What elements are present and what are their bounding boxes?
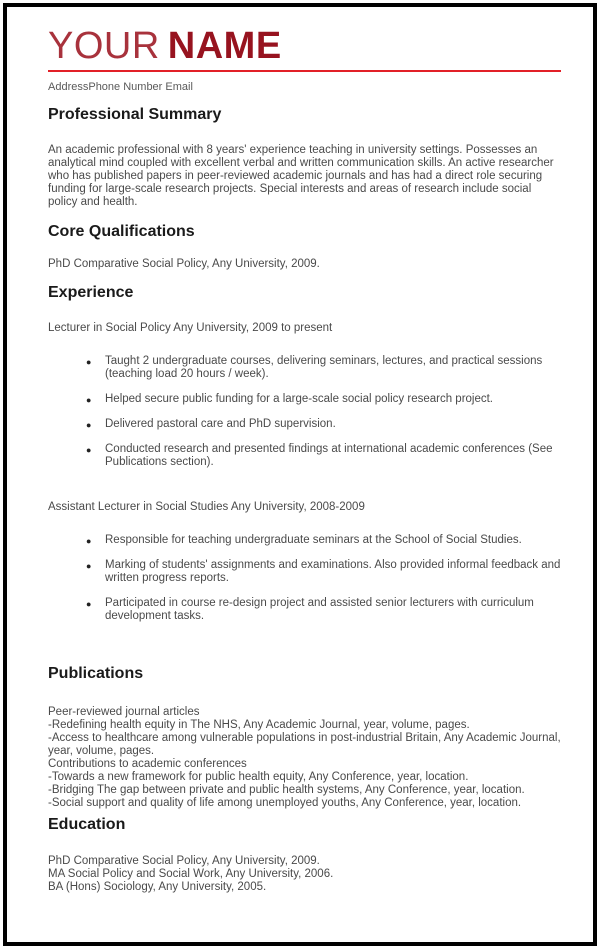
job-bullet: ● Conducted research and presented findings at international academic conferences (See Publications section). <box>86 443 561 469</box>
section-heading-professional-summary: Professional Summary <box>48 106 222 123</box>
name-last: NAME <box>167 25 282 67</box>
publication-line: -Access to healthcare among vulnerable populations in post-industrial Britain, Any Academic Journal, year, volume, pages. <box>48 732 561 757</box>
education-item: PhD Comparative Social Policy, Any University, 2009. <box>48 855 320 867</box>
publications-list <box>48 706 561 810</box>
job-bullet: ● Marking of students' assignments and examinations. Also provided informal feedback and written progress reports. <box>86 559 561 585</box>
education-item: BA (Hons) Sociology, Any University, 2005. <box>48 881 267 893</box>
section-heading-publications: Publications <box>48 665 144 682</box>
cv-document <box>7 7 593 942</box>
core-qualification-item: PhD Comparative Social Policy, Any University, 2009. <box>48 258 320 270</box>
publication-line: -Towards a new framework for public health equity, Any Conference, year, location. <box>48 771 469 783</box>
job-bullet-list <box>48 534 561 623</box>
professional-summary-text: An academic professional with 8 years' experience teaching in university settings. Possesses an analytical mind coupled with excellent verbal and written communication skills. An active researcher who has published papers in peer-reviewed academic journals and has had a direct role securing funding for large-scale research projects. Special interests and areas of research include social policy and health. <box>48 144 554 208</box>
publication-line: Contributions to academic conferences <box>48 758 247 770</box>
contact-info: AddressPhone Number Email <box>48 81 193 93</box>
page-border-frame <box>3 3 597 946</box>
page-title <box>48 25 561 72</box>
section-heading-experience: Experience <box>48 284 134 301</box>
job-bullet: ● Responsible for teaching undergraduate seminars at the School of Social Studies. <box>86 534 561 547</box>
job-bullet: ● Taught 2 undergraduate courses, delivering seminars, lectures, and practical sessions (teaching load 20 hours / week). <box>86 355 561 381</box>
job-bullet: ● Participated in course re-design project and assisted senior lecturers with curriculum development tasks. <box>86 597 561 623</box>
name-first: YOUR <box>48 25 160 67</box>
education-list <box>48 855 561 894</box>
publication-line: -Bridging The gap between private and public health systems, Any Conference, year, location. <box>48 784 525 796</box>
job-bullet: ● Delivered pastoral care and PhD supervision. <box>86 418 561 431</box>
job-bullet-list <box>48 355 561 469</box>
publication-line: -Redefining health equity in The NHS, Any Academic Journal, year, volume, pages. <box>48 719 470 731</box>
section-heading-education: Education <box>48 816 126 833</box>
publication-line: -Social support and quality of life among unemployed youths, Any Conference, year, location. <box>48 797 522 809</box>
publication-line: Peer-reviewed journal articles <box>48 706 200 718</box>
education-item: MA Social Policy and Social Work, Any University, 2006. <box>48 868 334 880</box>
job-title: Lecturer in Social Policy Any University, 2009 to present <box>48 322 333 334</box>
job-bullet: ● Helped secure public funding for a large-scale social policy research project. <box>86 393 561 406</box>
job-title: Assistant Lecturer in Social Studies Any University, 2008-2009 <box>48 501 365 513</box>
section-heading-core-qualifications: Core Qualifications <box>48 223 195 240</box>
